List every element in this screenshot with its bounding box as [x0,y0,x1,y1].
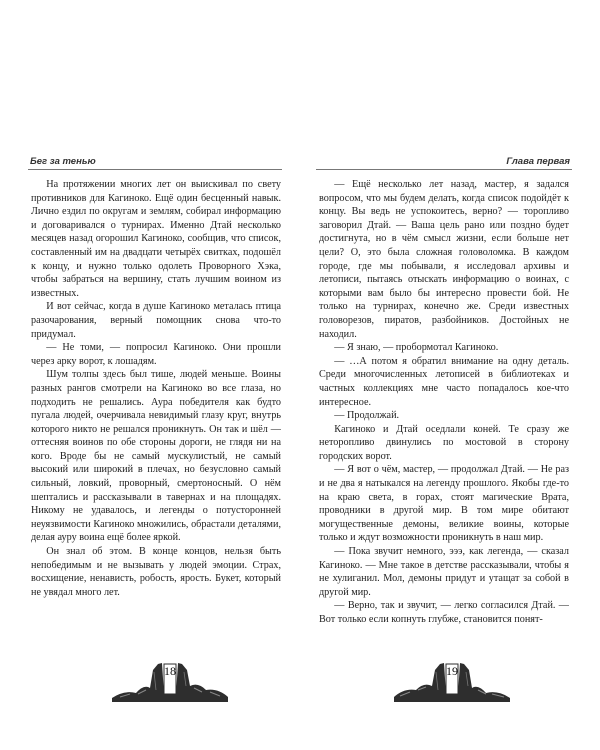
paragraph: — Ещё несколько лет назад, мастер, я задался вопросом, что мы будем делать, когда список подойдёт к концу. Вы ведь не успокоитесь, верно? — торопливо заговорил Дтай. — Ваша цель рано или поздно будет достигнута, но в чём смысл жизни, если больше нет цели? О, это была сложная головоломка. В каждом городе, где мы побывали, я исследовал архивы и летописи, пытаясь отыскать информацию о воинах, с которыми вам было бы интересно провести бой. Не только на турнирах, конечно же. Среди известных головорезов, пиратов, разбойников. Достойных не находил. [319,179,569,340]
header-rule-left [28,169,282,170]
paragraph: — Верно, так и звучит, — легко согласился Дтай. — Вот только если копнуть глубже, становится понят- [319,600,569,625]
paragraph: И вот сейчас, когда в душе Кагиноко металась птица разочарования, верный помощник снова что-то придумал. [31,301,281,340]
paragraph: Он знал об этом. В конце концов, нельзя быть непобедимым и не вызывать у людей эмоции. Страх, восхищение, ненависть, робость, ярость. Букет, который не увядал много лет. [31,546,281,598]
running-header-left: Бег за тенью [30,156,96,167]
paragraph: — …А потом я обратил внимание на одну деталь. Среди многочисленных летописей в библиотеках и частных коллекциях мне часто попадалось кое-что интересное. [319,355,569,408]
paragraph: — Не томи, — попросил Кагиноко. Они прошли через арку ворот, к лошадям. [31,342,281,367]
running-header-right: Глава первая [506,156,570,167]
paragraph: — Пока звучит немного, эээ, как легенда, — сказал Кагиноко. — Мне такое в детстве рассказывали, чтобы я не хулиганил. Мол, демоны придут и утащат за собой в другой мир. [319,546,569,598]
paragraph: Шум толпы здесь был тише, людей меньше. Воины разных рангов смотрели на Кагиноко во все глаза, но подходить не решались. Аура победителя как будто пугала людей, очерчивала невидимый глазу круг, внутрь которого никто не решался проникнуть. Он так и шёл — оттесняя воинов по обе стороны дороги, не глядя ни на кого. Вроде бы не самый мускулистый, не самый высокий или широкий в плечах, но безусловно самый сильный, ловкий, проворный, смертоносный. О нём шептались и рассказывали в тавернах и на площадях. Никому не удавалось, и легенды о потусторонней неуязвимости Кагиноко множились, обрастали деталями, делая ауру воина ещё более яркой. [31,369,281,544]
paragraph: На протяжении многих лет он выискивал по свету противников для Кагиноко. Ещё один бесценный навык. Лично ездил по округам и землям, собирал информацию и договаривался о турнирах. Именно Дтай несколько месяцев назад огорошил Кагиноко, сообщив, что список, составленный им на двадцати четырёх свитках, подошёл к концу, и нужно только одолеть Проворного Хэка, чтобы забраться на вершину, стать лучшим воином из известных. [31,179,281,299]
paragraph: — Я знаю, — пробормотал Кагиноко. [334,342,499,354]
page-number-left: 18 [164,664,176,678]
right-page-text [319,178,569,627]
left-page-text [31,178,281,599]
page-number-right: 19 [446,664,458,678]
header-rule-right [316,169,572,170]
paragraph: — Я вот о чём, мастер, — продолжал Дтай. — Не раз и не два я натыкался на легенду прошлого. Якобы где-то на краю света, в горах, стоят магические Врата, проводники в другой мир. В том мире обитают могущественные демоны, великие воины, которые только и ждут возможности проникнуть в наш мир. [319,464,569,544]
paragraph: — Продолжай. [334,410,400,422]
paragraph: Кагиноко и Дтай оседлали коней. Те сразу же неторопливо двинулись по мостовой в сторону городских ворот. [319,423,569,462]
